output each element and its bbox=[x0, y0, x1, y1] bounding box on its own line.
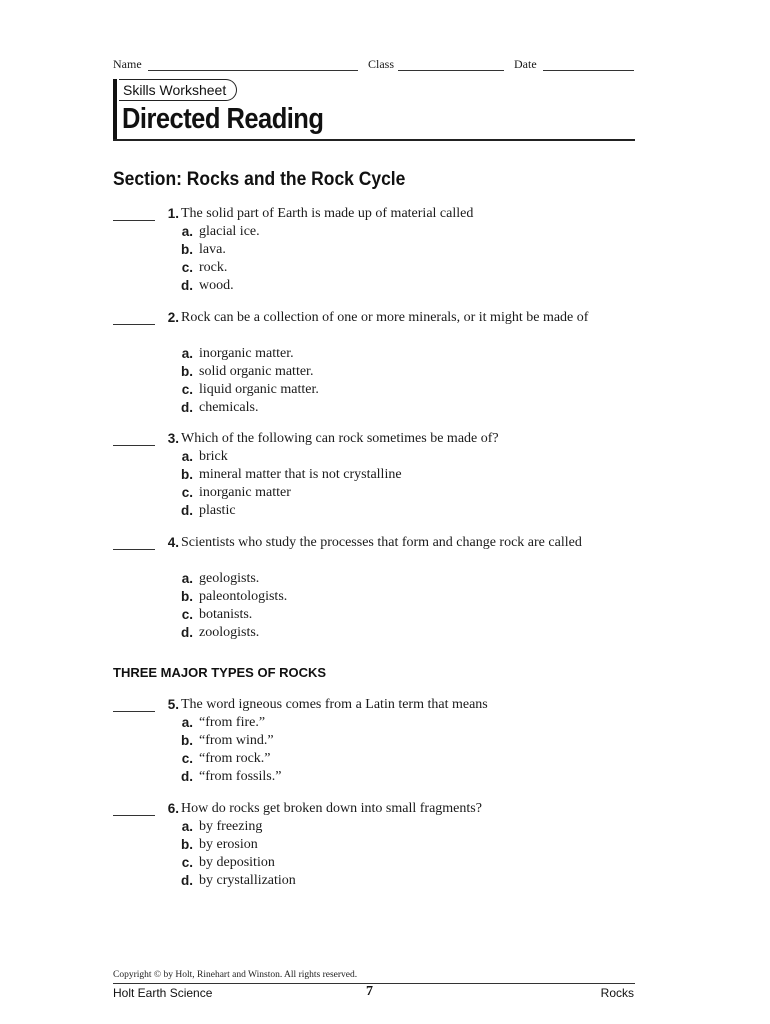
option-text: botanists. bbox=[199, 607, 253, 622]
date-label: Date bbox=[514, 57, 537, 71]
option-text: chemicals. bbox=[199, 400, 259, 415]
option-b bbox=[163, 363, 603, 381]
option-d bbox=[163, 624, 603, 642]
option-letter: c. bbox=[181, 485, 193, 500]
option-a bbox=[163, 570, 603, 588]
option-text: “from fire.” bbox=[199, 715, 266, 730]
option-text: solid organic matter. bbox=[199, 364, 314, 379]
option-letter: b. bbox=[181, 837, 193, 852]
option-list bbox=[163, 818, 603, 890]
option-list bbox=[163, 714, 603, 786]
date-line bbox=[543, 70, 634, 71]
option-c bbox=[163, 381, 603, 399]
page-number: 7 bbox=[366, 984, 373, 999]
option-b bbox=[163, 836, 603, 854]
option-letter: b. bbox=[181, 589, 193, 604]
option-text: paleontologists. bbox=[199, 589, 288, 604]
option-letter: a. bbox=[181, 571, 193, 586]
option-a bbox=[163, 818, 603, 836]
footer-divider bbox=[113, 983, 635, 984]
answer-blank[interactable] bbox=[113, 549, 155, 550]
option-a bbox=[163, 223, 603, 241]
option-d bbox=[163, 399, 603, 417]
option-letter: d. bbox=[181, 625, 193, 640]
option-letter: c. bbox=[181, 751, 193, 766]
option-letter: d. bbox=[181, 503, 193, 518]
option-text: by crystallization bbox=[199, 873, 296, 888]
option-b bbox=[163, 241, 603, 259]
option-d bbox=[163, 768, 603, 786]
answer-blank[interactable] bbox=[113, 324, 155, 325]
option-letter: c. bbox=[181, 607, 193, 622]
title-divider bbox=[113, 139, 635, 141]
subsection-title: THREE MAJOR TYPES OF ROCKS bbox=[113, 665, 327, 680]
option-text: glacial ice. bbox=[199, 224, 260, 239]
option-list bbox=[163, 223, 603, 295]
option-text: brick bbox=[199, 449, 228, 464]
question-number: 1. bbox=[167, 206, 179, 221]
option-a bbox=[163, 714, 603, 732]
option-text: mineral matter that is not crystalline bbox=[199, 467, 402, 482]
footer-chapter: Rocks bbox=[600, 986, 634, 1000]
answer-blank[interactable] bbox=[113, 220, 155, 221]
question-number: 4. bbox=[167, 535, 179, 550]
worksheet-badge: Skills Worksheet bbox=[119, 79, 237, 101]
header-fields bbox=[113, 57, 634, 73]
option-letter: d. bbox=[181, 400, 193, 415]
option-text: “from wind.” bbox=[199, 733, 274, 748]
option-text: plastic bbox=[199, 503, 236, 518]
option-text: geologists. bbox=[199, 571, 260, 586]
class-field[interactable] bbox=[368, 57, 394, 72]
question-number: 2. bbox=[167, 310, 179, 325]
option-letter: a. bbox=[181, 224, 193, 239]
question-number: 5. bbox=[167, 697, 179, 712]
title-bar bbox=[113, 79, 117, 141]
option-d bbox=[163, 502, 603, 520]
copyright-notice: Copyright © by Holt, Rinehart and Winston. All rights reserved. bbox=[113, 970, 358, 980]
option-c bbox=[163, 259, 603, 277]
question-text: How do rocks get broken down into small fragments? bbox=[181, 801, 482, 816]
question-text: Scientists who study the processes that form and change rock are called bbox=[181, 535, 582, 550]
option-text: “from rock.” bbox=[199, 751, 271, 766]
option-letter: b. bbox=[181, 364, 193, 379]
footer-book-title: Holt Earth Science bbox=[113, 986, 213, 1000]
option-b bbox=[163, 732, 603, 750]
option-letter: a. bbox=[181, 346, 193, 361]
option-c bbox=[163, 606, 603, 624]
name-line bbox=[148, 70, 358, 71]
option-text: “from fossils.” bbox=[199, 769, 282, 784]
option-list bbox=[163, 448, 603, 520]
option-letter: a. bbox=[181, 449, 193, 464]
answer-blank[interactable] bbox=[113, 711, 155, 712]
option-c bbox=[163, 484, 603, 502]
name-field[interactable] bbox=[113, 57, 142, 72]
option-d bbox=[163, 872, 603, 890]
option-text: by erosion bbox=[199, 837, 258, 852]
option-a bbox=[163, 345, 603, 363]
question-text: The word igneous comes from a Latin term that means bbox=[181, 697, 488, 712]
question-text: Which of the following can rock sometimes be made of? bbox=[181, 431, 499, 446]
option-text: inorganic matter bbox=[199, 485, 291, 500]
option-text: lava. bbox=[199, 242, 226, 257]
option-text: zoologists. bbox=[199, 625, 260, 640]
option-text: rock. bbox=[199, 260, 228, 275]
option-letter: d. bbox=[181, 873, 193, 888]
class-label: Class bbox=[368, 57, 395, 71]
section-title: Section: Rocks and the Rock Cycle bbox=[113, 169, 406, 190]
option-text: inorganic matter. bbox=[199, 346, 294, 361]
option-list bbox=[163, 345, 603, 417]
option-letter: a. bbox=[181, 819, 193, 834]
question-number: 6. bbox=[167, 801, 179, 816]
answer-blank[interactable] bbox=[113, 445, 155, 446]
option-d bbox=[163, 277, 603, 295]
option-a bbox=[163, 448, 603, 466]
option-c bbox=[163, 750, 603, 768]
option-letter: c. bbox=[181, 260, 193, 275]
option-letter: d. bbox=[181, 278, 193, 293]
option-letter: c. bbox=[181, 382, 193, 397]
option-c bbox=[163, 854, 603, 872]
option-letter: b. bbox=[181, 467, 193, 482]
option-b bbox=[163, 466, 603, 484]
option-letter: b. bbox=[181, 242, 193, 257]
option-list bbox=[163, 570, 603, 642]
option-text: liquid organic matter. bbox=[199, 382, 319, 397]
answer-blank[interactable] bbox=[113, 815, 155, 816]
option-letter: a. bbox=[181, 715, 193, 730]
option-b bbox=[163, 588, 603, 606]
option-letter: d. bbox=[181, 769, 193, 784]
option-text: by freezing bbox=[199, 819, 263, 834]
name-label: Name bbox=[113, 57, 142, 71]
question-text: The solid part of Earth is made up of material called bbox=[181, 206, 474, 221]
option-text: wood. bbox=[199, 278, 234, 293]
class-line bbox=[398, 70, 504, 71]
question-number: 3. bbox=[167, 431, 179, 446]
option-letter: c. bbox=[181, 855, 193, 870]
option-letter: b. bbox=[181, 733, 193, 748]
date-field[interactable] bbox=[514, 57, 537, 72]
page-title: Directed Reading bbox=[122, 103, 324, 135]
question-text: Rock can be a collection of one or more minerals, or it might be made of bbox=[181, 310, 589, 325]
option-text: by deposition bbox=[199, 855, 275, 870]
